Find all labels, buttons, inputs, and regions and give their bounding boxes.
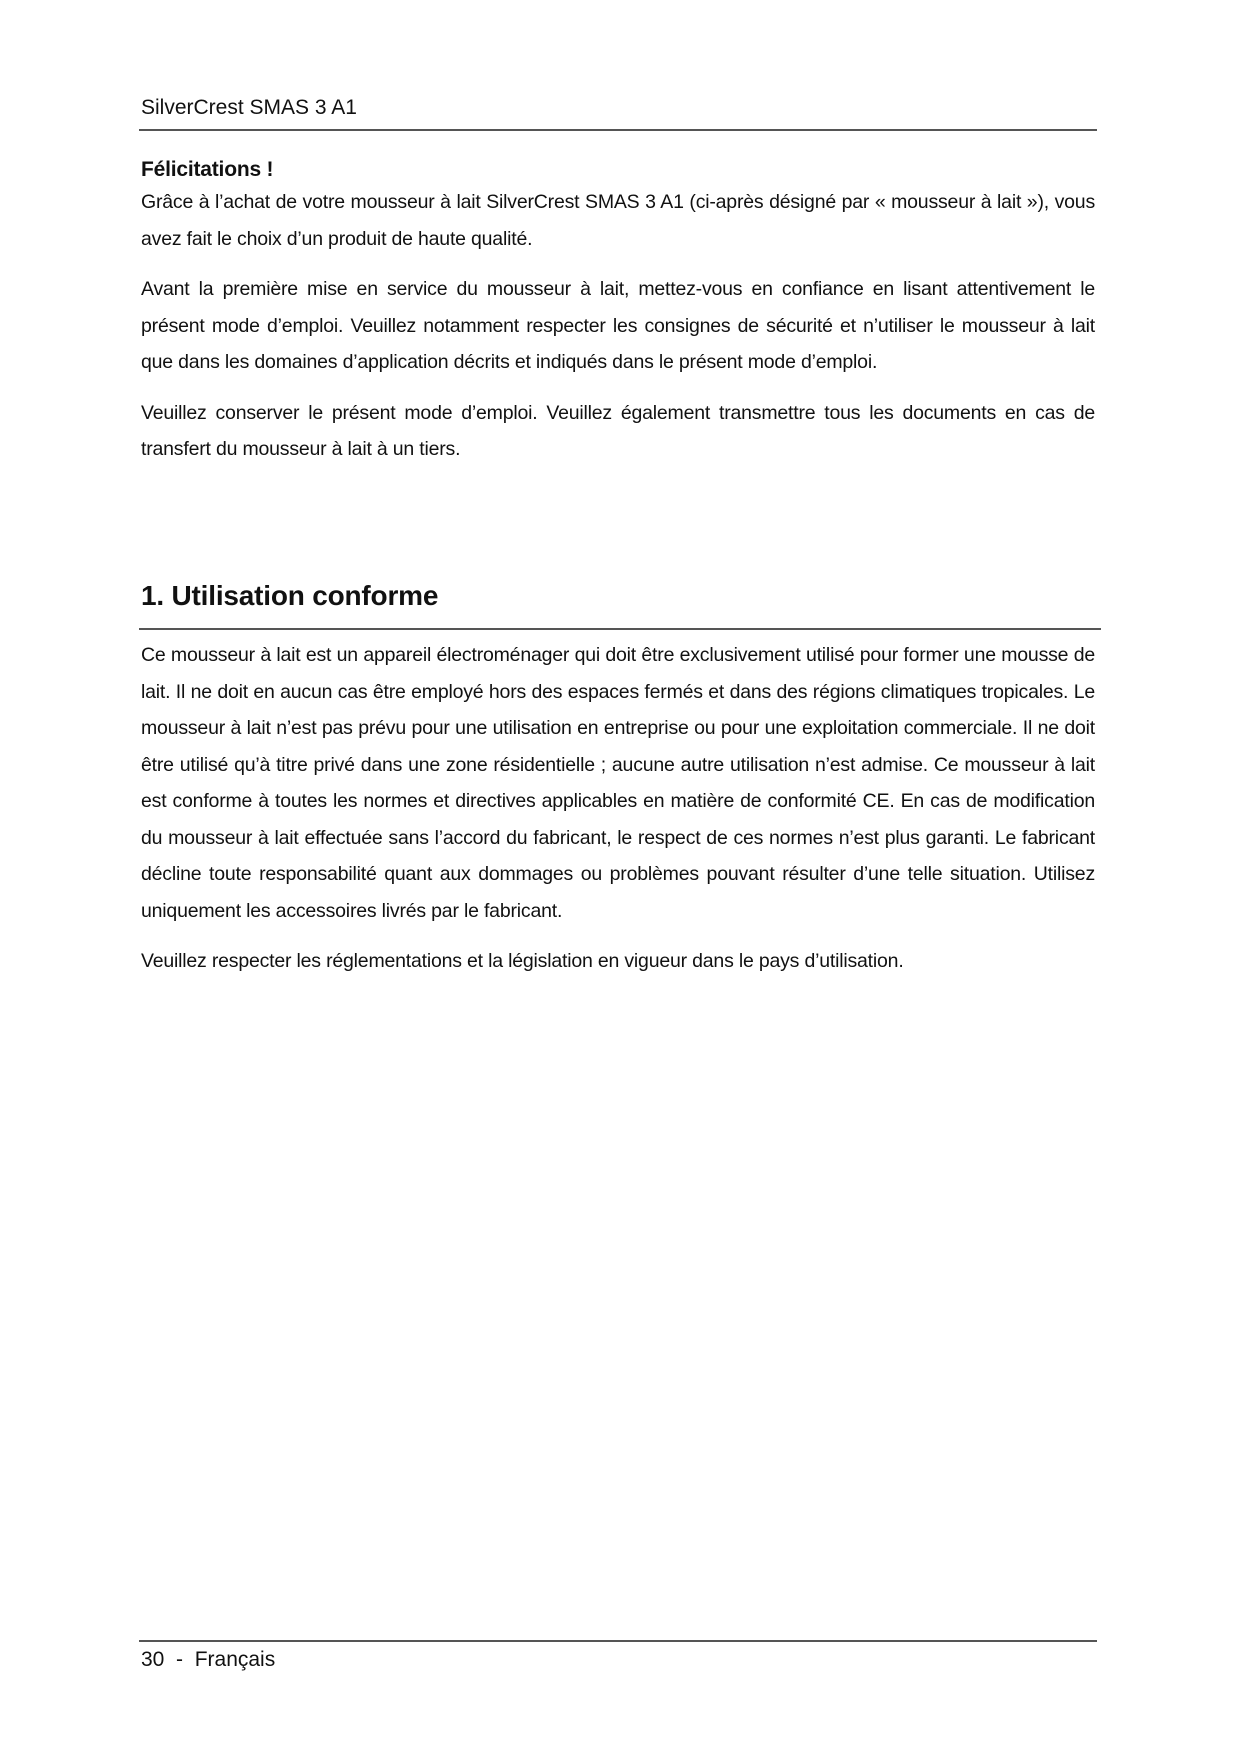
section-1: [141, 580, 1095, 612]
section-paragraph: Ce mousseur à lait est un appareil électroménager qui doit être exclusivement utilisé pour former une mousse de lait. Il ne doit en aucun cas être employé hors des espaces fermés et dans des régions climatiques tropicales. Le mousseur à lait n’est pas prévu pour une utilisation en entreprise ou pour une exploitation commerciale. Il ne doit être utilisé qu’à titre privé dans une zone résidentielle ; aucune autre utilisation n’est admise. Ce mousseur à lait est conforme à toutes les normes et directives applicables en matière de conformité CE. En cas de modification du mousseur à lait effectuée sans l’accord du fabricant, le respect de ces normes n’est plus garanti. Le fabricant décline toute responsabilité quant aux dommages ou problèmes pouvant résulter d’une telle situation. Utilisez uniquement les accessoires livrés par le fabricant.: [141, 644, 1095, 922]
intro-paragraph: Grâce à l’achat de votre mousseur à lait SilverCrest SMAS 3 A1 (ci-après désigné par « mousseur à lait »), vous avez fait le choix d’un produit de haute qualité.: [141, 191, 1095, 250]
section-rule: [139, 628, 1101, 630]
section-paragraph: Veuillez respecter les réglementations et la législation en vigueur dans le pays d’utilisation.: [141, 950, 904, 972]
intro-heading: Félicitations !: [141, 158, 274, 181]
intro-paragraph: Veuillez conserver le présent mode d’emploi. Veuillez également transmettre tous les documents en cas de transfert du mousseur à lait à un tiers.: [141, 401, 1095, 460]
page-footer: 30 - Français: [141, 1648, 276, 1671]
header-rule: [139, 129, 1097, 131]
section-heading: 1. Utilisation conforme: [141, 580, 439, 611]
running-header: SilverCrest SMAS 3 A1: [141, 96, 357, 119]
footer-rule: [139, 1640, 1097, 1642]
intro-paragraph: Avant la première mise en service du mousseur à lait, mettez-vous en confiance en lisant attentivement le présent mode d’emploi. Veuillez notamment respecter les consignes de sécurité et n’utiliser le mousseur à lait que dans les domaines d’application décrits et indiqués dans le présent mode d’emploi.: [141, 278, 1095, 373]
intro-section: [141, 158, 1095, 468]
section-1-body: [141, 637, 1095, 980]
